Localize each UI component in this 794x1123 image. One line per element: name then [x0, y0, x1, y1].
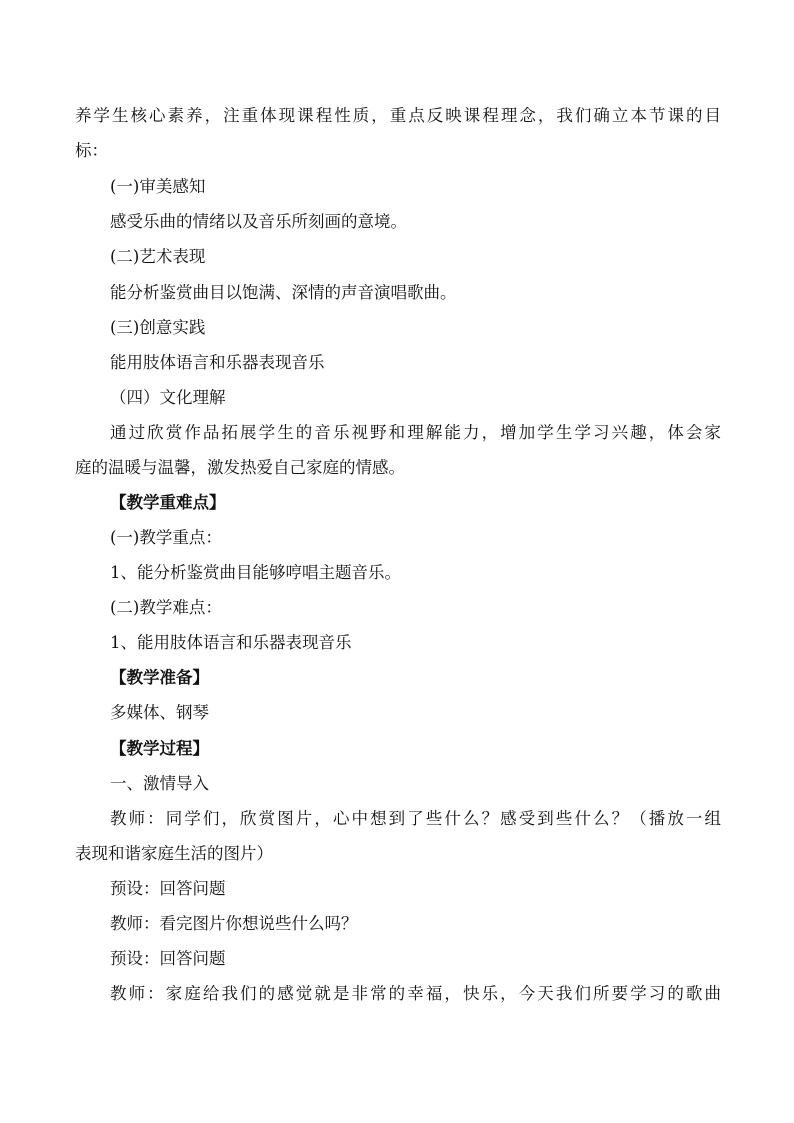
section-title: 【教学重难点】 [110, 493, 226, 512]
paragraph-line: 标： [75, 141, 108, 160]
section-heading: (一)审美感知 [110, 177, 206, 196]
section-heading: (二)教学难点： [110, 598, 222, 617]
paragraph-line: 庭的温暖与温馨，激发热爱自己家庭的情感。 [75, 458, 405, 477]
section-heading: （四）文化理解 [110, 388, 226, 407]
section-heading: 一、激情导入 [110, 774, 209, 793]
paragraph-line: 教师：同学们，欣赏图片，心中想到了些什么？感受到些什么？（播放一组 [110, 809, 721, 828]
section-title: 【教学过程】 [110, 739, 209, 758]
section-heading: (一)教学重点： [110, 528, 222, 547]
paragraph-line: 教师：看完图片你想说些什么吗？ [110, 914, 358, 933]
paragraph-line: 养学生核心素养，注重体现课程性质，重点反映课程理念，我们确立本节课的目 [75, 106, 721, 125]
paragraph-line: 能分析鉴赏曲目以饱满、深情的声音演唱歌曲。 [110, 283, 457, 302]
paragraph-line: 感受乐曲的情绪以及音乐所刻画的意境。 [110, 212, 407, 231]
section-heading: (三)创意实践 [110, 318, 206, 337]
section-heading: (二)艺术表现 [110, 247, 206, 266]
paragraph-line: 多媒体、钢琴 [110, 703, 209, 722]
paragraph-line: 教师：家庭给我们的感觉就是非常的幸福，快乐，今天我们所要学习的歌曲 [110, 984, 721, 1003]
paragraph-line: 预设：回答问题 [110, 949, 226, 968]
paragraph-line: 1、能分析鉴赏曲目能够哼唱主题音乐。 [110, 563, 401, 582]
paragraph-line: 表现和谐家庭生活的图片） [75, 844, 273, 863]
paragraph-line: 能用肢体语言和乐器表现音乐 [110, 353, 325, 372]
paragraph-line: 通过欣赏作品拓展学生的音乐视野和理解能力，增加学生学习兴趣，体会家 [110, 423, 721, 442]
paragraph-line: 1、能用肢体语言和乐器表现音乐 [110, 633, 352, 652]
paragraph-line: 预设：回答问题 [110, 879, 226, 898]
section-title: 【教学准备】 [110, 668, 209, 687]
